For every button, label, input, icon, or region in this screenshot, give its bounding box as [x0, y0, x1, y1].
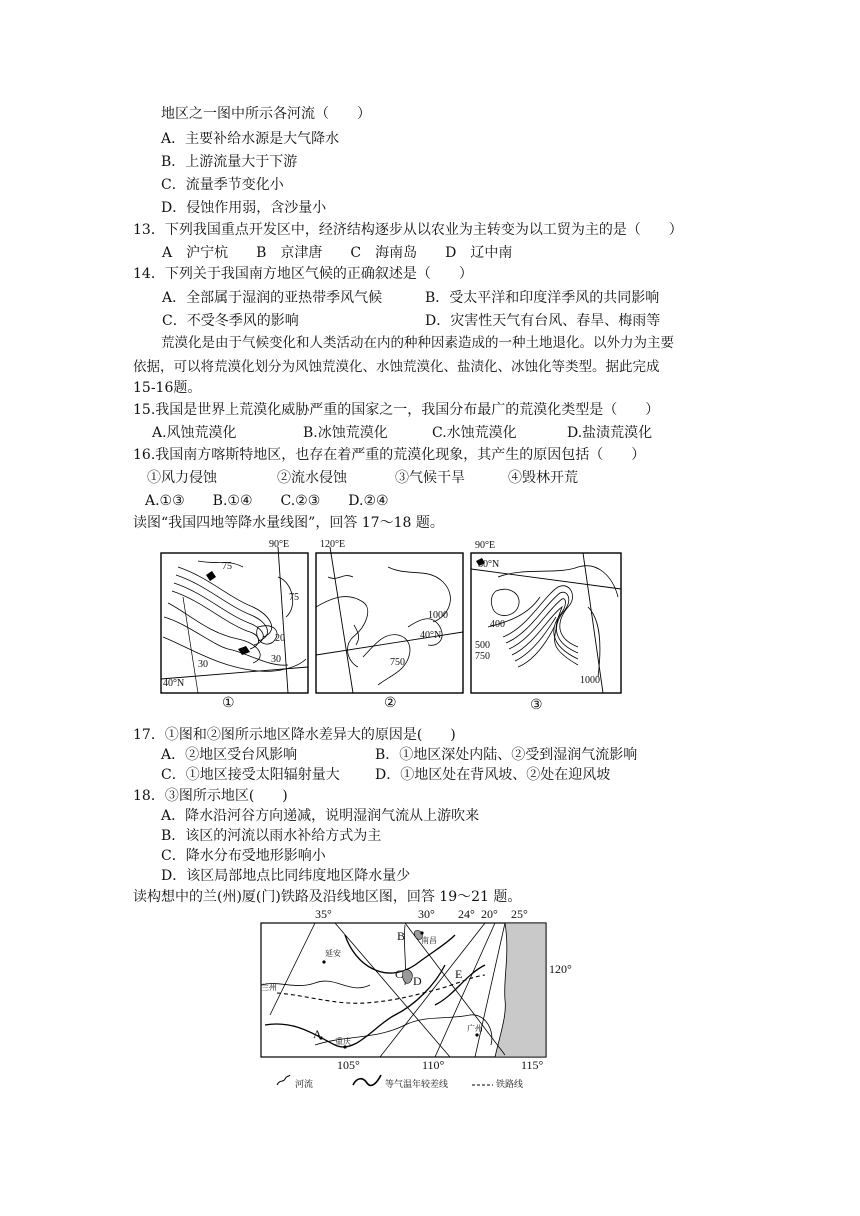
q17-option-c: C．①地区接受太阳辐射量大 [161, 767, 340, 783]
panel1-latitude: 40°N [163, 678, 185, 689]
q16-item-4: ④毁林开荒 [508, 470, 578, 486]
panel3-caption: ③ [530, 697, 543, 713]
q16-options: A.①③ B.①④ C.②③ D.②④ [145, 493, 389, 509]
q14-option-b: B．受太平洋和印度洋季风的共同影响 [425, 290, 660, 306]
point-b-label: B [397, 929, 406, 943]
top-tick-label: 24° [458, 907, 475, 921]
precipitation-isoline-figure [158, 537, 628, 717]
top-tick-label: 20° [481, 907, 498, 921]
passage-line-3: 15-16题。 [133, 380, 202, 396]
city-label: 兰州 [261, 983, 277, 992]
q13-stem: 13．下列我国重点开发区中，经济结构逐步从以农业为主转变为以工贸为主的是（ ） [133, 222, 683, 238]
panel2-longitude: 120°E [320, 539, 346, 550]
panel2-latitude: 40°N [420, 630, 442, 641]
q17-option-b: B．①地区深处内陆、②受到湿润气流影响 [375, 747, 638, 763]
q18-option-a: A．降水沿河谷方向递减，说明湿润气流从上游吹来 [161, 808, 480, 824]
point-c-label: C [395, 967, 404, 981]
q13-options: A 沪宁杭 B 京津唐 C 海南岛 D 辽中南 [162, 245, 513, 261]
city-label: 南昌 [421, 936, 437, 945]
passage-line-1: 荒漠化是由于气候变化和人类活动在内的种种因素造成的一种土地退化。以外力为主要 [161, 335, 674, 351]
top-tick-label: 35° [315, 907, 332, 921]
panel2-caption: ② [384, 695, 397, 711]
q18-option-c: C．降水分布受地形影响小 [161, 848, 326, 864]
panel1-longitude: 90°E [269, 539, 290, 550]
q15-option-d: D.盐渍荒漠化 [567, 425, 653, 441]
q14-option-c: C．不受冬季风的影响 [162, 313, 299, 329]
right-tick-label: 120° [549, 962, 572, 976]
bottom-tick-label: 105° [337, 1058, 360, 1072]
figure1-intro: 读图“我国四地等降水量线图”，回答 17～18 题。 [133, 515, 444, 531]
point-e-label: E [455, 967, 463, 981]
q12-option-c: C．流量季节变化小 [161, 177, 284, 193]
panel2-value: 750 [390, 657, 405, 668]
bottom-tick-label: 115° [521, 1058, 544, 1072]
q18-option-d: D．该区局部地点比同纬度地区降水量少 [161, 868, 411, 884]
q15-option-b: B.冰蚀荒漠化 [303, 425, 388, 441]
q14-option-d: D．灾害性天气有台风、春旱、梅雨等 [425, 313, 661, 329]
q15-option-c: C.水蚀荒漠化 [432, 425, 517, 441]
q17-option-a: A．②地区受台风影响 [161, 747, 298, 763]
q17-stem: 17．①图和②图所示地区降水差异大的原因是( ) [133, 727, 456, 743]
city-label: 延安 [325, 949, 341, 958]
top-tick-label: 25° [511, 907, 528, 921]
city-label: 广州 [467, 1024, 483, 1033]
railway-map-figure [255, 905, 585, 1095]
top-tick-label: 30° [418, 907, 435, 921]
passage-line-2: 依据，可以将荒漠化划分为风蚀荒漠化、水蚀荒漠化、盐渍化、冰蚀化等类型。据此完成 [133, 359, 660, 375]
panel3-value: 750 [475, 651, 490, 662]
point-a-label: A [313, 1027, 322, 1041]
bottom-tick-label: 110° [422, 1058, 445, 1072]
panel1-value: 75 [289, 592, 299, 603]
panel3-value: 1000 [580, 675, 600, 686]
q12-stem: 地区之一图中所示各河流（ ） [161, 106, 371, 122]
panel3-longitude: 90°E [475, 540, 496, 551]
q14-stem: 14．下列关于我国南方地区气候的正确叙述是（ ） [133, 266, 473, 282]
q12-option-d: D．侵蚀作用弱，含沙量小 [161, 200, 327, 216]
q16-stem: 16.我国南方喀斯特地区，也存在着严重的荒漠化现象，其产生的原因包括（ ） [133, 447, 646, 463]
q12-option-a: A．主要补给水源是大气降水 [161, 131, 340, 147]
city-label: 重庆 [335, 1037, 351, 1046]
panel1-value: 30 [198, 659, 208, 670]
q14-option-a: A．全部属于湿润的亚热带季风气候 [162, 290, 383, 306]
panel1-caption: ① [222, 695, 235, 711]
q16-item-2: ②流水侵蚀 [277, 470, 347, 486]
q16-item-3: ③气候干旱 [395, 470, 465, 486]
q18-stem: 18．③图所示地区( ) [133, 788, 288, 804]
panel1-value: 30 [271, 654, 281, 665]
q15-option-a: A.风蚀荒漠化 [152, 425, 237, 441]
point-d-label: D [413, 974, 422, 988]
legend-railway-label: 铁路线 [496, 1079, 524, 1089]
q15-stem: 15.我国是世界上荒漠化威胁严重的国家之一，我国分布最广的荒漠化类型是（ ） [133, 402, 660, 418]
panel1-value: 75 [222, 561, 232, 572]
q12-option-b: B．上游流量大于下游 [161, 154, 298, 170]
panel3-value: 400 [490, 619, 505, 630]
panel2-value: 1000 [428, 610, 448, 621]
legend-river-label: 河流 [295, 1079, 314, 1089]
panel3-value: 500 [475, 640, 490, 651]
figure2-intro: 读构想中的兰(州)厦(门)铁路及沿线地区图，回答 19～21 题。 [133, 889, 522, 905]
q18-option-b: B．该区的河流以雨水补给方式为主 [161, 828, 382, 844]
panel3-latitude: 30°N [478, 559, 500, 570]
q17-option-d: D．①地区处在背风坡、②处在迎风坡 [375, 767, 611, 783]
panel1-value: 20 [275, 633, 285, 644]
q16-item-1: ①风力侵蚀 [147, 470, 217, 486]
legend-isoline-label: 等气温年较差线 [385, 1079, 449, 1089]
